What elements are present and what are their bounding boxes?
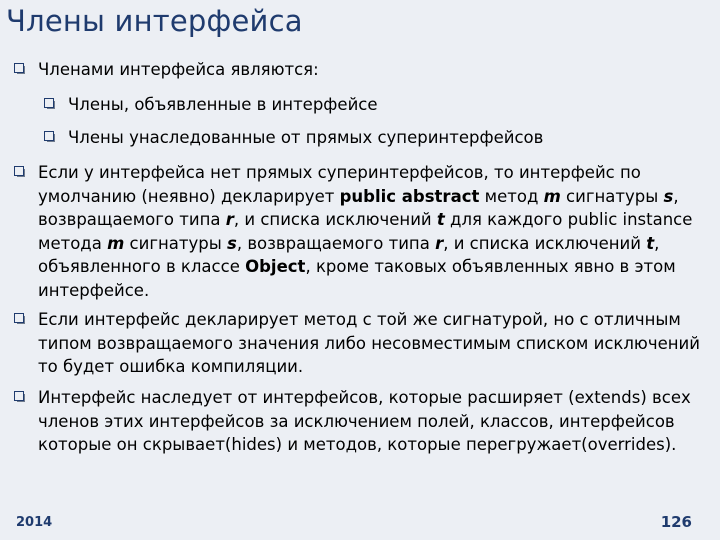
bullet-text: Члены, объявленные в интерфейсе (68, 95, 378, 114)
var-s: s (227, 233, 237, 253)
text-run: , кроме таковых объявленных явно в этом интерфейсе. (38, 257, 676, 300)
square-bullet-icon (14, 313, 26, 325)
slide-title: Члены интерфейса (6, 4, 303, 38)
bullet-text (38, 161, 716, 302)
text-run: сигнатуры (560, 186, 664, 206)
var-m: m (107, 233, 125, 253)
square-bullet-icon (44, 98, 56, 110)
bullet-item (14, 58, 716, 82)
text-run: , возвращаемого типа (38, 186, 679, 229)
var-s: s (663, 186, 674, 206)
square-bullet-icon (44, 131, 56, 143)
text-run: , объявленного в классе (38, 233, 660, 276)
text-run: , и списка исключений (233, 210, 437, 229)
text-run: Если у интерфейса нет прямых суперинтерфейсов, то интерфейс по умолчанию (неявно) декларирует (38, 163, 641, 206)
square-bullet-icon (14, 63, 26, 75)
bullet-item (14, 386, 716, 457)
footer-year: 2014 (16, 515, 53, 530)
text-run: метод (479, 186, 544, 206)
text-run: , возвращаемого типа (236, 233, 436, 253)
bullet-text: Члены унаследованные от прямых суперинтерфейсов (68, 128, 544, 147)
bullet-text: Если интерфейс декларирует метод с той же сигнатурой, но с отличным типом возвращаемого значения либо несовместимым списком исключений то будет ошибка компиляции. (38, 310, 700, 376)
text-run: сигнатуры (124, 233, 228, 253)
sub-bullet-item (44, 126, 716, 150)
bullet-text: Интерфейс наследует от интерфейсов, которые расширяет (extends) всех членов этих интерфейсов за исключением полей, классов, интерфейсов которые он скрывает(hides) и методов, которые перегружает(overrides). (38, 388, 691, 454)
bullet-item (14, 308, 716, 379)
var-t: t (646, 233, 655, 253)
bullet-text: Членами интерфейса являются: (38, 60, 319, 79)
var-r: r (435, 233, 444, 253)
square-bullet-icon (14, 166, 26, 178)
var-r: r (225, 210, 234, 229)
text-run: , и списка исключений (443, 233, 647, 253)
page-number: 126 (660, 513, 692, 531)
var-t: t (436, 210, 445, 229)
square-bullet-icon (14, 391, 26, 403)
var-m: m (543, 186, 561, 206)
text-run: для каждого public instance метода (38, 210, 693, 253)
bullet-item (14, 161, 716, 302)
sub-bullet-item (44, 93, 716, 117)
keyword-public-abstract: public abstract (339, 186, 480, 206)
keyword-object: Object (245, 257, 306, 276)
